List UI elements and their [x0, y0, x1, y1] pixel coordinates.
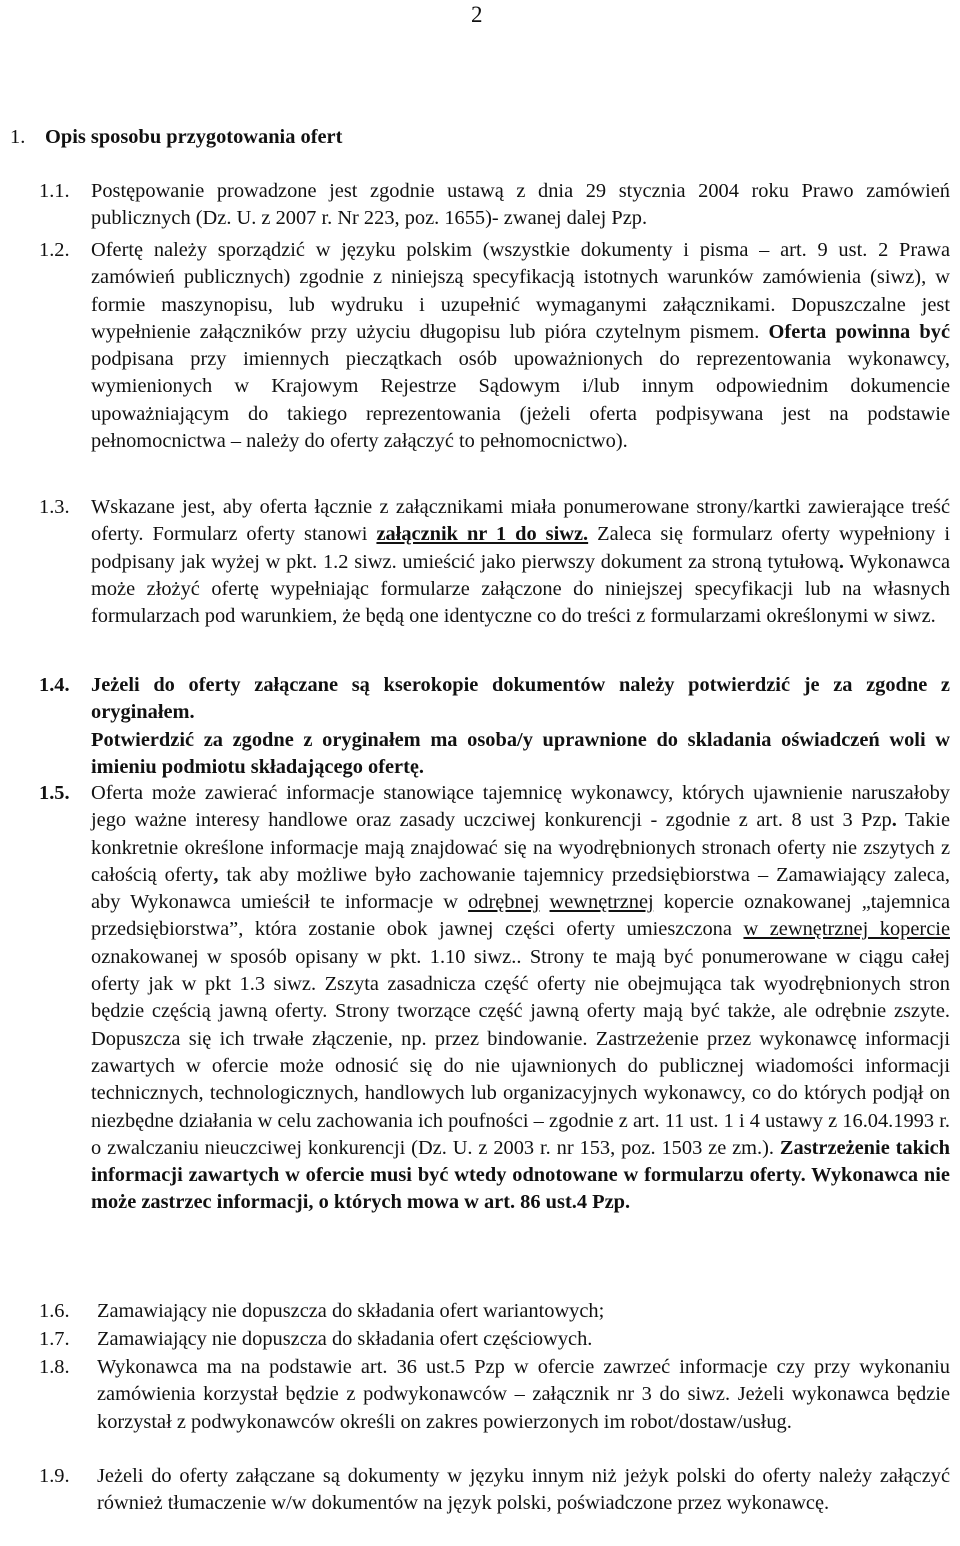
item-text [91, 494, 950, 630]
bold-run: , [213, 863, 219, 886]
item-text: Zamawiający nie dopuszcza do składania ofert częściowych. [97, 1328, 593, 1350]
text-run: podpisana przy imiennych pieczątkach osób upoważnionych do reprezentowania wykonawcy, wymienionych w Krajowym Rejestrze Sądowym i/lub innym odpowiednim dokumencie upoważniającym do takiego reprezentowania (jeżeli oferta podpisywana jest na podstawie pełnomocnictwa – należy do oferty załączyć to pełnomocnictwo). [91, 348, 950, 453]
page-number: 2 [471, 2, 483, 27]
text-run: tak aby możliwe było zachowanie tajemnicy przedsiębiorstwa – Zamawiający zaleca, aby Wykonawca umieścił te informacje w [91, 863, 950, 914]
underline-run: w zewnętrznej kopercie [743, 918, 950, 941]
underline-run: wewnętrznej [549, 891, 654, 914]
bold-run: Jeżeli do oferty załączane są kserokopie dokumentów należy potwierdzić je za zgodne z oryginałem. [91, 674, 950, 724]
item-text: Jeżeli do oferty załączane są dokumenty w języku innym niż jeżyk polski do oferty należy załączyć również tłumaczenie w/w dokumentów na język polski, poświadczone przez wykonawcę. [97, 1465, 950, 1515]
text-run: oznakowanej w sposób opisany w pkt. 1.10 siwz.. Strony te mają być ponumerowane w ciągu całej oferty jak w pkt 1.3 siwz. Zszyta zasadnicza część oferty nie obejmująca tak wyodrębnionych stron będzie częścią jawną oferty. Strony tworzące część jawną oferty mają być także, ale odrębnie zszyte. Dopuszcza się ich trwałe złączenie, np. przez bindowanie. Zastrzeżenie przez wykonawcę informacji zawartych w ofercie może odnosić się do nie ujawnionych do publicznej wiadomości informacji technicznych, technologicznych, handlowych lub organizacyjnych wykonawcy, co do których podjął on niezbędne działania w celu zachowania ich poufności – zgodnie z art. 11 ust. 1 i 4 ustawy z 16.04.1993 r. o zwalczaniu nieuczciwej konkurencji (Dz. U. z 2003 r. nr 153, poz. 1503 ze zm.). [91, 945, 950, 1159]
list-item-1-1 [39, 178, 950, 233]
item-text: Postępowanie prowadzone jest zgodnie ustawą z dnia 29 stycznia 2004 roku Prawo zamówień publicznych (Dz. U. z 2007 r. Nr 223, poz. 1655)- zwanej dalej Pzp. [91, 180, 950, 230]
bold-underline-run: załącznik nr 1 do siwz. [376, 523, 589, 546]
section-number: 1. [10, 126, 26, 148]
list-item-1-9 [39, 1463, 950, 1518]
list-item-1-3 [39, 494, 950, 630]
item-text [91, 237, 950, 455]
text-run: kopercie oznakowanej „tajemnica przedsiębiorstwa”, która zostanie obok jawnej części oferty umieszczona [91, 891, 950, 941]
text-run: Oferta może zawierać informacje stanowiące tajemnicę wykonawcy, których ujawnienie naruszałoby jego ważne interesy handlowe oraz zasady uczciwej konkurencji - zgodnie z art. 8 ust 3 Pzp [91, 782, 950, 832]
item-number: 1.7. [39, 1328, 70, 1350]
list-item-1-8 [39, 1354, 950, 1436]
item-number: 1.4. [39, 674, 70, 696]
item-number: 1.5. [39, 782, 70, 804]
section-title: Opis sposobu przygotowania ofert [45, 126, 343, 148]
bold-run: Potwierdzić za zgodne z oryginałem ma osoba/y uprawnione do skladania oświadczeń woli w imieniu podmiotu składającego ofertę. [91, 728, 950, 778]
bold-run: Zastrzeżenie takich informacji zawartych w ofercie musi być wtedy odnotowane w formularzu oferty. Wykonawca nie może zastrzec informacji, o których mowa w art. 86 ust.4 Pzp. [91, 1136, 950, 1214]
item-number: 1.8. [39, 1356, 70, 1378]
list-item-1-7 [39, 1326, 950, 1353]
text-run: Takie konkretnie określone informacje mają znajdować się na wyodrębnionych stronach oferty nie zszytych z całością oferty [91, 809, 950, 886]
section-heading [10, 123, 342, 151]
item-number: 1.1. [39, 180, 70, 202]
item-text [91, 780, 950, 1217]
bold-run: Oferta powinna być [768, 320, 950, 343]
bold-run: . [838, 550, 844, 573]
text-run: Wskazane jest, aby oferta łącznie z załącznikami miała ponumerowane strony/kartki zawierające treść oferty. Formularz oferty stanowi [91, 496, 950, 546]
list-item-1-4 [39, 672, 950, 781]
item-number: 1.3. [39, 496, 70, 518]
item-text: Zamawiający nie dopuszcza do składania ofert wariantowych; [97, 1300, 605, 1322]
item-number: 1.6. [39, 1300, 70, 1322]
bold-run: . [891, 809, 897, 832]
list-item-1-5 [39, 780, 950, 1217]
text-run [539, 891, 549, 913]
item-number: 1.9. [39, 1465, 70, 1487]
list-item-1-6 [39, 1298, 950, 1325]
item-number: 1.2. [39, 239, 70, 261]
text-run: Wykonawca może złożyć ofertę wypełniając formularze załączone do niniejszej specyfikacji lub na własnych formularzach pod warunkiem, że będą one identyczne co do treści z formularzami określonymi w siwz. [91, 550, 950, 628]
underline-run: odrębnej [468, 891, 540, 914]
text-run: Ofertę należy sporządzić w języku polskim (wszystkie dokumenty i pisma – art. 9 ust. 2 Prawa zamówień publicznych) zgodnie z niniejszą specyfikacją istotnych warunków zamówienia (siwz), w formie maszynopisu, lub wydruku i uzupełnić wymaganymi załącznikami. Dopuszczalne jest wypełnienie załączników przy użyciu długopisu lub pióra czytelnym pismem. [91, 239, 950, 343]
text-run: Zaleca się formularz oferty wypełniony i podpisany jak wyżej w pkt. 1.2 siwz. umieścić jako pierwszy dokument za stroną tytułową [91, 523, 951, 573]
item-text [91, 672, 950, 781]
list-item-1-2 [39, 237, 950, 455]
item-text: Wykonawca ma na podstawie art. 36 ust.5 Pzp w ofercie zawrzeć informacje czy przy wykonaniu zamówienia korzystał będzie z podwykonawców – załącznik nr 3 do siwz. Jeżeli wykonawca będzie korzystał z podwykonawców określi on zakres powierzonych im robot/dostaw/usług. [97, 1356, 950, 1433]
